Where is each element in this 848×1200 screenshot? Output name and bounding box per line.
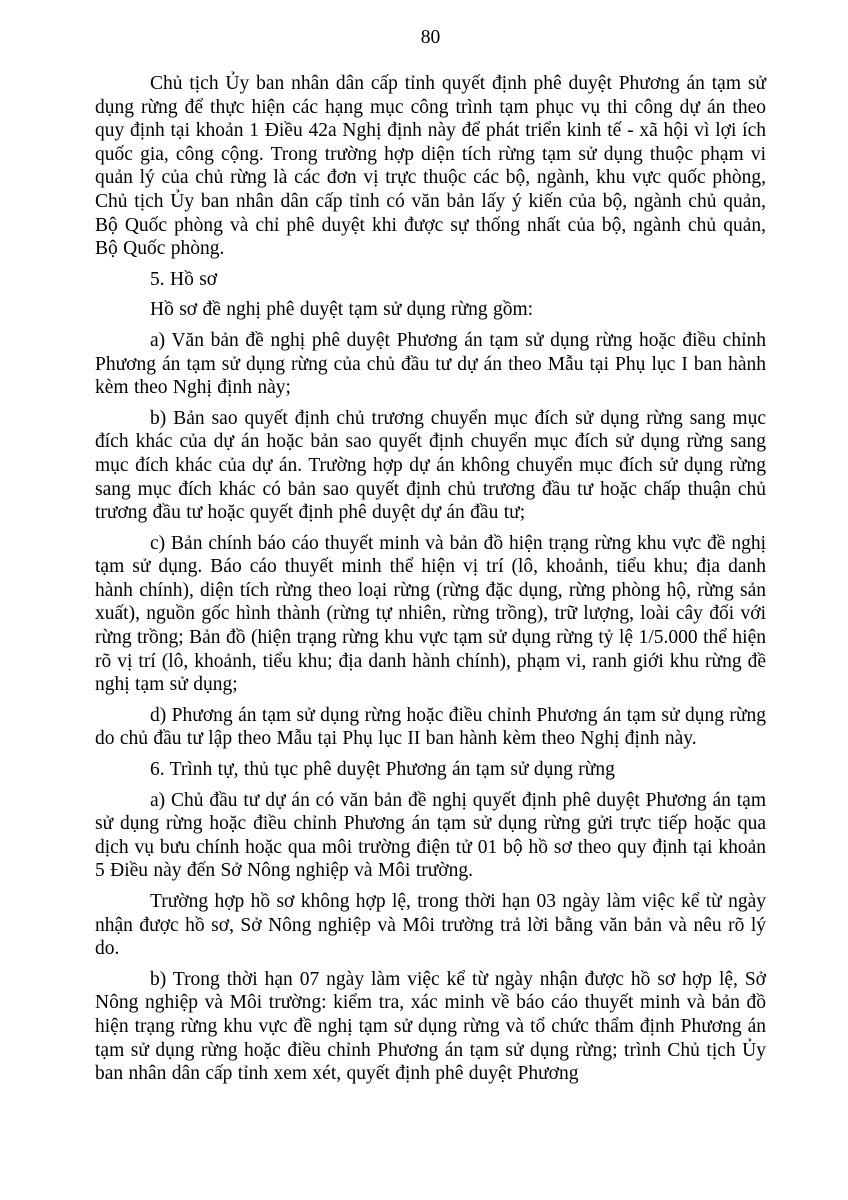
paragraph-item-b: b) Trong thời hạn 07 ngày làm việc kể từ ngày nhận được hồ sơ hợp lệ, Sở Nông nghiệp và Môi trường: kiểm tra, xác minh về báo cáo thuyết minh và bản đồ hiện trạng rừng khu vực đề nghị tạm sử dụng rừng và tổ chức thẩm định Phương án tạm sử dụng rừng hoặc điều chỉnh Phương án tạm sử dụng rừng; trình Chủ tịch Ủy ban nhân dân cấp tỉnh xem xét, quyết định phê duyệt Phương (95, 968, 766, 1085)
paragraph: Hồ sơ đề nghị phê duyệt tạm sử dụng rừng gồm: (150, 299, 534, 321)
paragraph-item-d: d) Phương án tạm sử dụng rừng hoặc điều chỉnh Phương án tạm sử dụng rừng do chủ đầu tư lập theo Mẫu tại Phụ lục II ban hành kèm theo Nghị định này. (95, 704, 766, 750)
page-number: 80 (420, 27, 441, 48)
paragraph-item-c: c) Bản chính báo cáo thuyết minh và bản đồ hiện trạng rừng khu vực đề nghị tạm sử dụng. Báo cáo thuyết minh thể hiện vị trí (lô, khoảnh, tiểu khu; địa danh hành chính), diện tích rừng theo loại rừng (rừng đặc dụng, rừng phòng hộ, rừng sản xuất), nguồn gốc hình thành (rừng tự nhiên, rừng trồng), trữ lượng, loài cây đối với rừng trồng; Bản đồ (hiện trạng rừng khu vực tạm sử dụng rừng tỷ lệ 1/5.000 thể hiện rõ vị trí (lô, khoảnh, tiểu khu; địa danh hành chính), phạm vi, ranh giới khu rừng đề nghị tạm sử dụng; (95, 532, 766, 696)
document-body (95, 72, 766, 1086)
paragraph-item-a: a) Văn bản đề nghị phê duyệt Phương án tạm sử dụng rừng hoặc điều chỉnh Phương án tạm sử dụng rừng của chủ đầu tư dự án theo Mẫu tại Phụ lục I ban hành kèm theo Nghị định này; (95, 329, 766, 399)
paragraph-item-a: a) Chủ đầu tư dự án có văn bản đề nghị quyết định phê duyệt Phương án tạm sử dụng rừng hoặc điều chỉnh Phương án tạm sử dụng rừng gửi trực tiếp hoặc qua dịch vụ bưu chính hoặc qua môi trường điện tử 01 bộ hồ sơ theo quy định tại khoản 5 Điều này đến Sở Nông nghiệp và Môi trường. (95, 789, 766, 882)
paragraph: Trường hợp hồ sơ không hợp lệ, trong thời hạn 03 ngày làm việc kể từ ngày nhận được hồ sơ, Sở Nông nghiệp và Môi trường trả lời bằng văn bản và nêu rõ lý do. (95, 891, 766, 960)
section-heading-5: 5. Hồ sơ (150, 268, 218, 290)
paragraph-item-b: b) Bản sao quyết định chủ trương chuyển mục đích sử dụng rừng sang mục đích khác của dự án hoặc bản sao quyết định chuyển mục đích sử dụng rừng sang mục đích khác của dự án. Trường hợp dự án không chuyển mục đích sử dụng rừng sang mục đích khác có bản sao quyết định chủ trương đầu tư hoặc chấp thuận chủ trương đầu tư hoặc quyết định phê duyệt dự án đầu tư; (95, 407, 766, 524)
section-heading-6: 6. Trình tự, thủ tục phê duyệt Phương án tạm sử dụng rừng (150, 759, 615, 781)
paragraph: Chủ tịch Ủy ban nhân dân cấp tỉnh quyết định phê duyệt Phương án tạm sử dụng rừng để thực hiện các hạng mục công trình tạm phục vụ thi công dự án theo quy định tại khoản 1 Điều 42a Nghị định này để phát triển kinh tế - xã hội vì lợi ích quốc gia, công cộng. Trong trường hợp diện tích rừng tạm sử dụng thuộc phạm vi quản lý của chủ rừng là các đơn vị trực thuộc các bộ, ngành, khu vực quốc phòng, Chủ tịch Ủy ban nhân dân cấp tỉnh có văn bản lấy ý kiến của bộ, ngành chủ quản, Bộ Quốc phòng và chỉ phê duyệt khi được sự thống nhất của bộ, ngành chủ quản, Bộ Quốc phòng. (95, 73, 766, 260)
